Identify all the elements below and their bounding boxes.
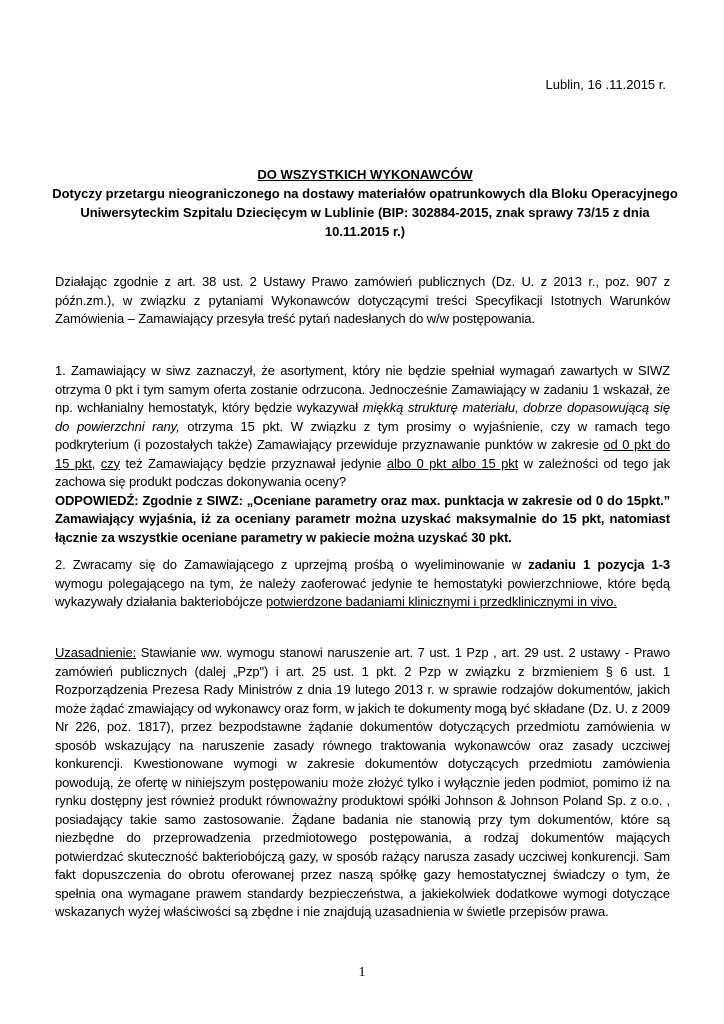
q1-underline: czy xyxy=(100,455,120,471)
heading-subtitle: Dotyczy przetargu nieograniczonego na dostawy materiałów opatrunkowych dla Bloku Operacyjnego Uniwersyteckim Szpitalu Dziecięcym w Lublinie (BIP: 302884-2015, znak sprawy 73/15 z dnia 10.11.2015 r.) xyxy=(52,186,678,239)
q2-underline: potwierdzone badaniami klinicznymi i przedklinicznymi in vivo. xyxy=(266,594,617,609)
justification-text: a jakiekolwiek dodatkowe wymogi dotyczące wskazanych wyżej właściwości są zbędne i nie znajdują uzasadnienia w świetle przepisów prawa. xyxy=(55,885,670,919)
q1-text: 1. Zamawiający w siwz zaznaczył, że asortyment, który nie będzie spełniał wymagań zawartych w SIWZ otrzyma 0 pkt i tym samym oferta zostanie odrzucona. Jednocześnie Zamawiający w zadaniu 1 wskazał, że np. wchłanialny hemostatyk, który będzie wykazywał xyxy=(55,363,670,415)
q2-text: 2. Zwracamy się do Zamawiającego z uprzejmą prośbą o wyeliminowanie w xyxy=(55,557,529,572)
intro-paragraph: Działając zgodnie z art. 38 ust. 2 Ustawy Prawo zamówień publicznych (Dz. U. z 2013 r., poz. 907 z późn.zm.), w związku z pytaniami Wykonawców dotyczącymi treści Specyfikacji Istotnych Warunków Zamówienia – Zamawiający przesyła treść pytań nadesłanych do w/w postępowania. xyxy=(55,274,670,326)
page-number: 1 xyxy=(358,965,366,980)
q1-text: też Zamawiający będzie przyznawał jedynie xyxy=(119,455,387,471)
q1-text: w zależności od tego jak zachowa się produkt podczas dokonywania oceny? xyxy=(55,455,670,489)
justification-comma: , xyxy=(400,885,404,901)
heading-title: DO WSZYSTKICH WYKONAWCÓW xyxy=(257,167,473,182)
q2-text: wymogu polegającego na tym, że należy zaoferować jedynie te hemostatyki powierzchniowe, które będą wykazywały działania bakteriobójcze xyxy=(55,575,670,609)
q2-bold: zadaniu 1 pozycja 1-3 xyxy=(528,557,670,572)
question-2 xyxy=(55,556,670,612)
q1-answer: ODPOWIEDŹ: Zgodnie z SIWZ: „Oceniane parametry oraz max. punktacja w zakresie od 0 do 15pkt.” Zamawiający wyjaśnia, iż za oceniany parametr można uzyskać maksymalnie do 15 pkt, natomiast łącznie za wszystkie oceniane parametry w pakiecie można uzyskać 30 pkt. xyxy=(55,492,670,545)
justification-paragraph xyxy=(55,644,670,922)
document-date: Lublin, 16 .11.2015 r. xyxy=(545,77,666,92)
q1-underline: od 0 pkt do 15 pkt, xyxy=(55,437,670,471)
justification-label: Uzasadnienie: xyxy=(55,645,137,660)
question-1 xyxy=(55,362,670,547)
document-heading xyxy=(48,165,682,241)
justification-text: Stawianie ww. wymogu stanowi naruszenie art. 7 ust. 1 Pzp , art. 29 ust. 2 ustawy - Prawo zamówień publicznych (dalej „Pzp") i art. 25 ust. 1 pkt. 2 Pzp w związku z brzmieniem § 6 ust. 1 Rozporządzenia Prezesa Rady Ministrów z dnia 19 lutego 2013 r. w sprawie rodzajów dokumentów, jakich może żądać zmawiający od wykonawcy oraz form, w jakich te dokumenty mogą być składane (Dz. U. z 2009 Nr 226, poz. 1817), przez bezpodstawne żądanie dokumentów dotyczących przedmiotu zamówienia w sposób wskazujący na naruszenie zasady równego traktowania wykonawców oraz zasady uczciwej konkurencji. Kwestionowane wymogi w zakresie dokumentów dotyczących przedmiotu zamówienia powodują, że ofertę w niniejszym postępowaniu może złożyć tylko i wyłącznie jeden podmiot, pomimo iż na rynku dostępny jest również produkt równoważny produktowi spółki Johnson & Johnson Poland Sp. z o.o. , posiadający takie samo zastosowanie. Żądane badania nie stanowią przy tym dokumentów, które są niezbędne do przeprowadzenia przedmiotowego postępowania, a rodzaj dokumentów mających potwierdzać skuteczność bakteriobójczą gazy, w sposób rażący narusza zasady uczciwej konkurencji. Sam fakt dopuszczenia do obrotu oferowanej przez naszą spółkę gazy hemostatycznej świadczy o tym, że spełnia ona wymagane prawem standardy bezpieczeństwa xyxy=(55,645,670,901)
q1-underline: albo 0 pkt albo 15 pkt xyxy=(386,455,519,471)
q1-text: otrzyma 15 pkt. W związku z tym prosimy o wyjaśnienie, czy w ramach tego podkryterium (i pozostałych także) Zamawiający przewiduje przyznawanie punktów w zakresie xyxy=(55,418,671,452)
q1-italic: miękką strukturę materiału, dobrze dopasowującą się do powierzchni rany, xyxy=(55,400,670,434)
